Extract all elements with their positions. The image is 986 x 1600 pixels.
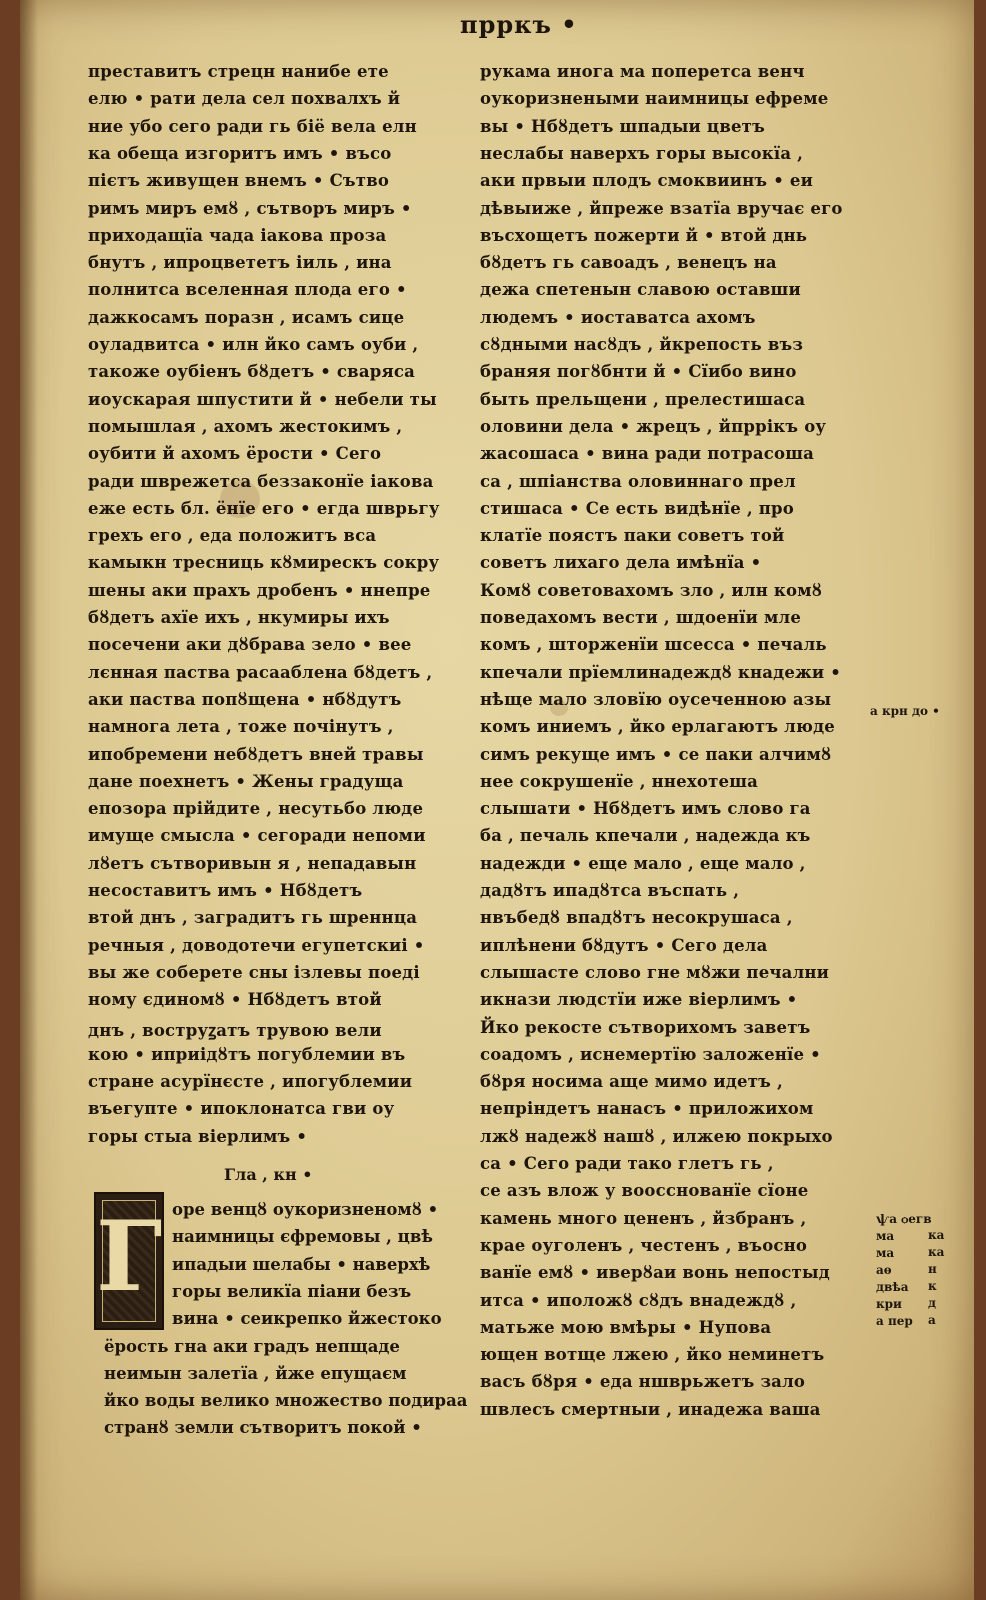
text-line: нее сокрушенїе , ннеxoтеша <box>480 771 759 791</box>
text-line: надежди • еще мало , еще мало , <box>480 853 806 873</box>
text-line: кпечали прїемлинадеждȣ кнадежи • <box>480 662 842 682</box>
text-line: оубити й ахомъ ёрости • Сего <box>88 444 382 464</box>
text-line: икнази людстїи иже віерлимъ • <box>480 990 798 1010</box>
text-line: комъ иниемъ , йко ерлагаютъ люде <box>480 717 835 737</box>
chapter-text-line: горы великїа піани безъ <box>172 1281 412 1301</box>
chapter-text-line: вина • сеикрепко йжестоко <box>172 1309 442 1329</box>
chapter-text-line: неимын залетїа , йже епущaєм <box>104 1363 407 1383</box>
text-line: вы же соберете сны ізлевы поеді <box>88 962 420 982</box>
text-line: Йко рекосте сътворихомъ заветъ <box>480 1017 811 1037</box>
text-line: ба , печаль кпечали , надежда къ <box>480 826 811 846</box>
text-line: иплѣнени бȣдутъ • Сего дела <box>480 935 768 955</box>
text-line: аки паства попȣщена • нбȣдутъ <box>88 689 402 709</box>
text-line: ющен вотще лжею , йко неминетъ <box>480 1345 825 1365</box>
margin-note-line: ѱа ѻегв <box>876 1212 932 1226</box>
text-line: неслабы наверхъ горы высокїа , <box>480 143 804 163</box>
chapter-text-line: ёрость гна аки градъ непщaдe <box>104 1336 400 1356</box>
text-line: грехъ его , еда положитъ вса <box>88 526 377 546</box>
text-line: васъ бȣря • еда ншврьжетъ зало <box>480 1372 806 1392</box>
margin-note-line: аѳ <box>876 1263 892 1277</box>
text-line: са • Сего ради тако глетъ гь , <box>480 1154 774 1173</box>
text-line: непріндетъ нанасъ • приложихом <box>480 1099 814 1119</box>
text-line: се азъ влож у воосснованїе сїоне <box>480 1181 809 1201</box>
text-line: стране асурїнєсте , ипогублемии <box>88 1072 413 1092</box>
text-line: дажкосамъ поразн , исамъ сице <box>88 307 405 327</box>
text-line: дане поехнетъ • Жены градуща <box>88 771 404 791</box>
text-line: ному єдиномȣ • Нбȣдетъ втой <box>88 990 382 1010</box>
text-line: бȣдетъ гь савоадъ , венецъ на <box>480 253 777 273</box>
margin-note-line: а <box>928 1313 936 1327</box>
text-line: римъ миръ емȣ , сътворъ миръ • <box>88 198 412 218</box>
text-line: крае оуголенъ , честенъ , въосно <box>480 1235 808 1255</box>
text-line: оукоризнеными наимницы ефреме <box>480 89 829 109</box>
text-line: слышати • Нбȣдетъ имъ слово га <box>480 799 811 819</box>
page-edge-shadow <box>20 0 38 1600</box>
margin-note-line: кри <box>876 1297 902 1311</box>
text-line: сȣдными насȣдъ , йкрепость въз <box>480 335 804 354</box>
text-line: жасошаса • вина ради потрасоша <box>480 444 815 464</box>
text-line: горы стыа віерлимъ • <box>88 1126 308 1146</box>
initial-letter: Г <box>96 1200 163 1313</box>
text-line: лєнная паства расааблена бȣдетъ , <box>88 662 433 682</box>
text-line: стишаса • Се есть видѣнїе , про <box>480 498 794 518</box>
text-line: посечени аки дȣбрава зело • вее <box>88 635 412 655</box>
text-line: соадомъ , иснемертїю заложенїе • <box>480 1044 821 1064</box>
margin-note-line: ка <box>928 1228 945 1242</box>
chapter-text-line: оре венцȣ оукоризненомȣ • <box>172 1200 439 1219</box>
text-line: ради шврежетса беззаконїе іакова <box>88 471 434 491</box>
text-line: дадȣтъ ипадȣтса въспать , <box>480 881 740 900</box>
text-line: елю • рати дела сел похвалхъ й <box>88 89 401 109</box>
text-line: матьже мою вмѣры • Нупова <box>480 1317 772 1337</box>
margin-note-line: а пер <box>876 1314 913 1328</box>
text-line: ка обеща изгоритъ имъ • въсо <box>88 143 392 163</box>
text-line: шены аки прахъ дробенъ • ннепре <box>88 580 431 600</box>
margin-note-line: двѣа <box>876 1280 909 1294</box>
text-line: ипобремени небȣдетъ вней травы <box>88 744 424 764</box>
text-line: нвъбедȣ впадȣтъ несокрушаса , <box>480 908 793 928</box>
text-line: клатїе поястъ паки советъ той <box>480 526 785 546</box>
text-line: дѣвыиже , йпреже взатїа вручає его <box>480 198 843 218</box>
margin-note-line: д <box>928 1296 936 1310</box>
text-line: приходащїа чада іакова проза <box>88 225 387 245</box>
text-line: ванїе емȣ • иверȣаи вонь непостыд <box>480 1263 830 1283</box>
text-line: втой днъ , заградитъ гь шреннца <box>88 908 418 928</box>
chapter-text-line: странȣ земли сътворитъ покой • <box>104 1418 422 1438</box>
margin-note-line: ма <box>876 1229 895 1243</box>
text-line: аки првыи плодъ смоквиинъ • еи <box>480 171 814 191</box>
running-title: прркъ • <box>460 10 578 39</box>
text-line: браняя погȣбнти й • Сїибо вино <box>480 362 797 382</box>
text-line: швлесъ смертныи , инадежа ваша <box>480 1399 821 1419</box>
text-line: советъ лихаго дела имѣнїа • <box>480 553 762 573</box>
text-line: такоже оубіенъ бȣдетъ • сваряса <box>88 362 415 382</box>
text-line: еже есть бл. ёнїе его • егда шврьгу <box>88 498 440 518</box>
margin-note-1: а крн до • <box>870 704 940 718</box>
text-line: речныя , доводотечи егупетскиі • <box>88 935 425 955</box>
chapter-text-line: йко воды велико множество подираa <box>104 1391 468 1411</box>
text-line: бнутъ , ипроцвететъ іиль , ина <box>88 253 392 273</box>
text-line: слышасте слово гне мȣжи печални <box>480 962 830 982</box>
margin-note-line: ма <box>876 1246 895 1260</box>
margin-note-line: к <box>928 1279 937 1293</box>
text-line: несоставитъ имъ • Нбȣдетъ <box>88 881 363 900</box>
margin-note-line: н <box>928 1262 937 1276</box>
text-line: камень много цененъ , йзбранъ , <box>480 1208 807 1228</box>
text-line: рукама инога ма поперетса венч <box>480 62 805 81</box>
text-line: лȣетъ сътворивын я , непадавын <box>88 853 417 873</box>
text-line: дежа спетенын славою оставши <box>480 280 801 300</box>
text-line: итса • иположȣ сȣдъ внадеждȣ , <box>480 1290 797 1310</box>
text-line: кою • иприідȣтъ погублемии въ <box>88 1044 406 1064</box>
text-line: полнитса вселенная плода его • <box>88 280 407 300</box>
text-line: имущe смысла • сегоради непоми <box>88 826 426 846</box>
text-line: людемъ • иоставатса ахомъ <box>480 307 756 327</box>
chapter-text-line: ипадыи шелабы • наверхѣ <box>172 1254 431 1274</box>
text-line: камыкн тресниць кȣмирескъ сокру <box>88 553 440 573</box>
text-line: въсхощетъ пожерти й • втой днь <box>480 225 808 245</box>
text-line: днъ , воструꙁатъ трувою вели <box>88 1020 382 1040</box>
text-line: епозора прійдите , несутьбо люде <box>88 799 424 819</box>
text-line: бȣря носима аще мимо идетъ , <box>480 1072 783 1092</box>
margin-note-line: ка <box>928 1245 945 1259</box>
text-line: быть прельщени , прелестишаса <box>480 389 806 409</box>
text-line: нѣще мало зловїю оусеченною азы <box>480 689 832 709</box>
text-line: преставитъ стрецн нанибе ете <box>88 62 389 81</box>
text-line: оловини дела • жрецъ , йпррікъ оу <box>480 416 827 436</box>
decorated-initial <box>94 1192 164 1330</box>
text-line: комъ , шторженїи шсесса • печаль <box>480 635 827 655</box>
text-line: вы • Нбȣдетъ шпадыи цветъ <box>480 116 765 136</box>
text-line: пієтъ живущен внемъ • Сътво <box>88 171 390 191</box>
text-line: симъ рекуще имъ • се паки алчимȣ <box>480 744 832 764</box>
chapter-text-line: наимницы єфремовы , цвѣ <box>172 1227 433 1247</box>
text-line: въегупте • ипоклонатса гви оу <box>88 1099 395 1119</box>
text-line: бȣдетъ ахїе ихъ , нкумиры ихъ <box>88 608 390 627</box>
chapter-heading: Гла , кн • <box>224 1165 313 1184</box>
text-line: иоускарая шпустити й • небели ты <box>88 389 437 409</box>
text-line: са , шпіанства оловиннаго прел <box>480 471 796 491</box>
text-line: оуладвитса • илн йко самъ оуби , <box>88 335 419 354</box>
text-line: лжȣ надежȣ нашȣ , илжею покрыхо <box>480 1126 833 1146</box>
text-line: намнога лета , тоже почінутъ , <box>88 717 394 737</box>
text-line: ние убо сего ради гь біё вела елн <box>88 116 417 136</box>
text-line: поведахомъ вести , шдоенїи мле <box>480 608 802 627</box>
text-line: Комȣ советовахомъ зло , илн комȣ <box>480 580 823 600</box>
text-line: помышлая , ахомъ жестокимъ , <box>88 416 403 436</box>
